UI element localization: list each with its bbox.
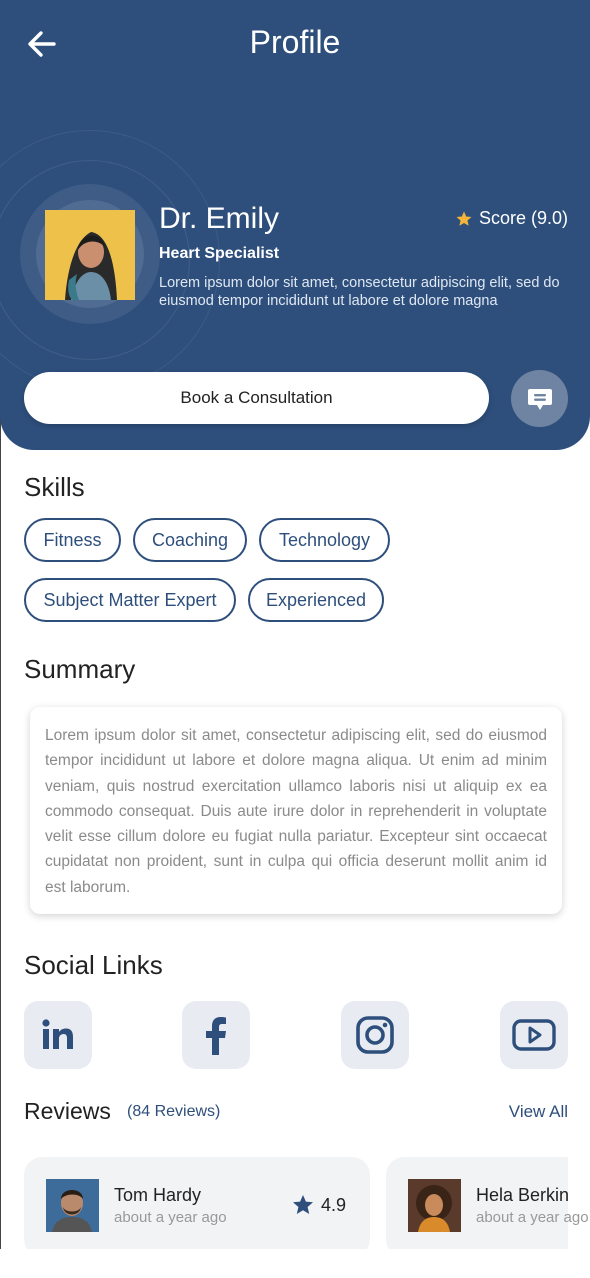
youtube-button[interactable] (500, 1001, 568, 1069)
chat-button[interactable] (511, 370, 568, 427)
instagram-icon (355, 1015, 395, 1055)
reviews-count: (84 Reviews) (127, 1103, 221, 1120)
review-rating (291, 1193, 346, 1217)
review-card[interactable] (24, 1157, 370, 1257)
skill-chip[interactable]: Coaching (133, 518, 247, 562)
summary-title: Summary (24, 654, 136, 684)
summary-text: Lorem ipsum dolor sit amet, consectetur adipiscing elit, sed do eiusmod tempor incididunt ut labore et dolore magna aliqua. Ut enim ad minim veniam, quis nostrud exercitation ullamco laboris nisi ut aliquip ex ea commodo consequat. Duis aute irure dolor in reprehenderit in voluptate velit esse cillum dolore eu fugiat nulla pariatur. Excepteur sint occaecat cupidatat non proident, sunt in culpa qui officia deserunt mollit anim id est laborum. (45, 727, 547, 896)
reviewer-avatar (46, 1179, 99, 1232)
star-icon (291, 1193, 315, 1217)
book-consultation-button[interactable]: Book a Consultation (24, 372, 489, 424)
review-card[interactable] (386, 1157, 589, 1257)
rating-value: 4.9 (320, 1194, 346, 1215)
profile-header (0, 0, 590, 450)
skills-title: Skills (24, 472, 85, 502)
reviewer-name: Tom Hardy (114, 1185, 202, 1205)
score-label: Score (9.0) (478, 208, 568, 228)
doctor-score (455, 208, 568, 229)
page-title: Profile (249, 24, 341, 60)
doctor-avatar (45, 210, 135, 300)
skill-chip[interactable]: Subject Matter Expert (24, 578, 236, 622)
star-icon (455, 210, 473, 228)
linkedin-button[interactable] (24, 1001, 92, 1069)
linkedin-icon (40, 1017, 76, 1053)
doctor-specialty: Heart Specialist (159, 245, 280, 262)
review-time: about a year ago (114, 1209, 227, 1226)
doctor-name: Dr. Emily (159, 202, 279, 235)
social-links-title: Social Links (24, 950, 163, 980)
instagram-button[interactable] (341, 1001, 409, 1069)
doctor-bio: Lorem ipsum dolor sit amet, consectetur adipiscing elit, sed do eiusmod tempor incididunt ut labore et dolore magna (159, 275, 560, 309)
facebook-button[interactable] (182, 1001, 250, 1069)
skill-chip[interactable]: Experienced (248, 578, 384, 622)
skill-chip[interactable]: Technology (259, 518, 390, 562)
skill-chip[interactable]: Fitness (24, 518, 121, 562)
chat-icon (526, 385, 554, 413)
facebook-icon (198, 1015, 234, 1055)
reviewer-avatar (408, 1179, 461, 1232)
reviewer-name: Hela Berkin (476, 1185, 570, 1205)
summary-card (30, 707, 562, 914)
review-time: about a year ago (476, 1209, 589, 1226)
youtube-icon (512, 1018, 556, 1052)
reviews-title: Reviews (24, 1098, 111, 1124)
bottom-fade (0, 1249, 590, 1278)
view-all-link[interactable]: View All (508, 1102, 568, 1121)
